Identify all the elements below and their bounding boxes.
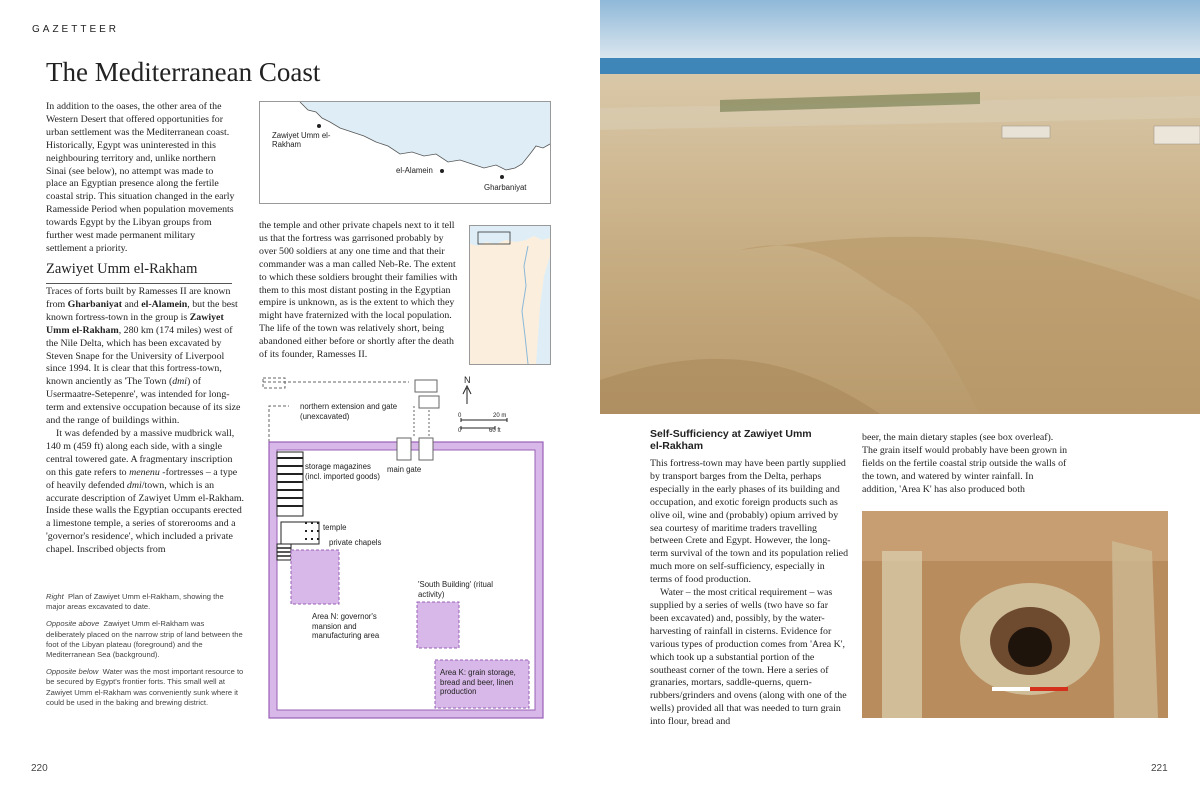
- main-text-col1: [46, 286, 244, 557]
- locator-map: [469, 225, 551, 365]
- map-label-zawiyet: Zawiyet Umm el-Rakham: [272, 131, 331, 149]
- locator-svg: [470, 226, 550, 364]
- well-opening: [1008, 627, 1052, 667]
- label-private-chapels: private chapels: [329, 538, 382, 547]
- stone-wall-right: [1112, 541, 1158, 718]
- scale-ft-60: 60 ft: [489, 428, 501, 434]
- caption-opposite-below: Opposite below Water was the most important resource to be secured by Egypt's frontier forts. This small well at Zawiyet Umm el-Rakham was conveniently sunk where it could be used in the baking and brewing district.: [46, 667, 244, 707]
- site-dot-alamein: [440, 169, 444, 173]
- subheading: Zawiyet Umm el-Rakham: [46, 261, 232, 284]
- private-chapels: [277, 544, 291, 560]
- label-main-gate: main gate: [387, 465, 422, 474]
- caption-opposite-above: Opposite above Zawiyet Umm el-Rakham was deliberately placed on the narrow strip of land between the foot of the Libyan plateau (foreground) and the Mediterranean Sea (background).: [46, 619, 243, 660]
- box-text-col1: This fortress-town may have been partly supplied by transport barges from the Delta, perhaps especially in the early phases of its building and occupation, and exotic foreign products such as olive oil, wine and (probably) opium arrived by sea courtesy of maritime traders travelling between Crete and Egypt. However, the long-term survival of the town and its population relied much more on self-sufficiency, especially in terms of food production. Water – the most critical requirement – was supplied by a series of wells (two have so far been excavated) and, possibly, by the water-harvesting of rainfall in cisterns. Evidence for various types of production comes from 'Area K', which took up a substantial portion of the southeast corner of the town. Here a series of granaries, mortars, saddle-querns, quern-rubbers/grinders and ovens (along with one of the wells) provided all that was needed to turn grain into flour, bread and: [650, 458, 849, 728]
- scale-m-20: 20 m: [493, 413, 507, 419]
- site-dot-zawiyet: [317, 124, 321, 128]
- label-temple: temple: [323, 523, 347, 532]
- main-gate-tower-1: [397, 438, 411, 460]
- building-2: [1154, 126, 1200, 144]
- box-heading: Self-Sufficiency at Zawiyet Umm el-Rakham: [650, 428, 812, 452]
- well-svg: [862, 511, 1168, 718]
- section-header: GAZETTEER: [32, 24, 120, 35]
- scale-ft-0: 0: [458, 428, 462, 434]
- storage-magazines: [277, 452, 303, 516]
- paragraph-2: It was defended by a massive mudbrick wall, 140 m (459 ft) along each side, with a single central towered gate. A fragmentary inscription on this gate refers to menenu -fortresses – a type of heavily defended dmi/town, which is an accurate description of Zawiyet Umm el-Rakham. Inside these walls the Egyptian occupants erected a limestone temple, a series of storerooms and a 'governor's residence', which included a private chapel. Inscribed objects from: [46, 427, 244, 556]
- landscape-photo: [600, 0, 1200, 414]
- north-label: N: [464, 375, 471, 385]
- scale-m-0: 0: [458, 413, 462, 419]
- site-plan: [259, 372, 549, 722]
- north-corner-tower: [263, 378, 285, 388]
- landscape-svg: [600, 0, 1200, 414]
- north-arrow-icon: [463, 386, 471, 404]
- area-n: [291, 550, 339, 604]
- label-area-k: Area K: grain storage, bread and beer, linen production: [440, 668, 516, 696]
- intro-paragraph: In addition to the oases, the other area of the Western Desert that offered opportunities for urban settlement was the Mediterranean coast. Historically, Egypt was uninterested in this neighbouring territory and, unlike northern Sinai (see below), no attempt was made to place an Egyptian presence along the fertile coastal strip. This situation changed in the early Ramesside Period when population movements towards Egypt by the Libyan groups from further west made permanent military settlement a priority.: [46, 101, 235, 254]
- north-gate-tower-2: [419, 396, 439, 408]
- coast-map: [259, 101, 551, 204]
- label-south-building: 'South Building' (ritual activity): [418, 580, 493, 599]
- paragraph-1: Traces of forts built by Ramesses II are known from Gharbaniyat and el-Alamein, but the best known fortress-town in the group is Zawiyet Umm el-Rakham, 280 km (174 miles) west of the Nile Delta, which has been excavated by Steven Snape for the University of Liverpool since 1994. It is clear that this fortress-town, known anciently as 'The Town (dmi) of Usermaatre-Setepenre', was intended for long-term and extensive occupation because of its size and the range of buildings within.: [46, 286, 241, 427]
- site-dot-gharbaniyat: [500, 175, 504, 179]
- page-title: The Mediterranean Coast: [46, 57, 321, 87]
- box-text-col2: beer, the main dietary staples (see box overleaf). The grain itself would probably have been grown in fields on the fertile coastal strip outside the walls of the town, and watered by winter rainfall. In addition, 'Area K' has also produced both: [862, 432, 1068, 495]
- map-label-alamein: el-Alamein: [396, 166, 433, 175]
- captions: [46, 592, 244, 715]
- stone-wall-left: [882, 551, 922, 718]
- north-gate-tower-1: [415, 380, 437, 392]
- label-area-n: Area N: governor's mansion and manufacturing area: [312, 612, 380, 640]
- map-label-gharbaniyat: Gharbaniyat: [484, 183, 527, 192]
- sky: [600, 0, 1200, 62]
- page-number-right: 221: [1151, 763, 1168, 774]
- page-number-left: 220: [31, 763, 48, 774]
- south-building: [417, 602, 459, 648]
- sea: [600, 58, 1200, 76]
- building-1: [1002, 126, 1050, 138]
- label-storage-magazines: storage magazines (incl. imported goods): [305, 462, 380, 481]
- well-photo: [862, 511, 1168, 718]
- main-text-col2: the temple and other private chapels next to it tell us that the fortress was garrisoned probably by over 500 soldiers at any one time and that their commander was a man called Neb-Re. The extent to which these soldiers brought their families with them to this most distant posting in the Egyptian empire is unknown, as is the extent to which they might have fraternized with the local population. The life of the town was relatively short, being abandoned either before or shortly after the death of its founder, Ramesses II.: [259, 220, 458, 361]
- main-gate-tower-2: [419, 438, 433, 460]
- caption-right: Right Plan of Zawiyet Umm el-Rakham, showing the major areas excavated to date.: [46, 592, 224, 612]
- temple-building: [281, 522, 319, 544]
- label-north-extension: northern extension and gate (unexcavated): [300, 402, 398, 421]
- scale-rod-red: [1030, 687, 1068, 691]
